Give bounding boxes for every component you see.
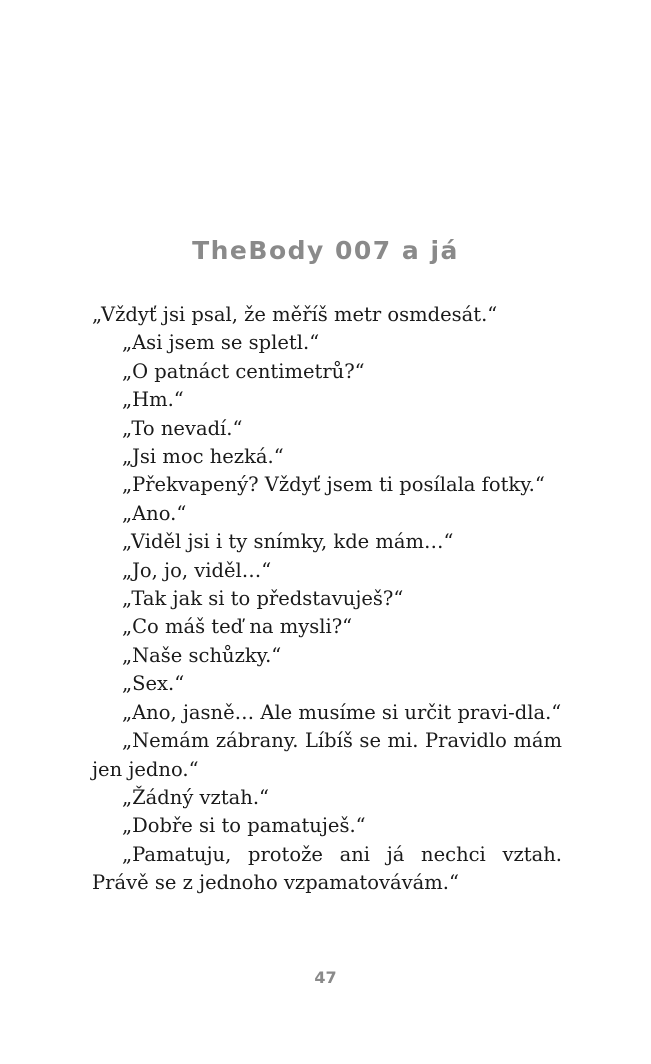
paragraph: „Naše schůzky.“: [122, 643, 282, 667]
paragraph: „Hm.“: [122, 388, 184, 412]
paragraph: „Ano, jasně… Ale musíme si určit pravi-dla.“: [122, 700, 562, 724]
page-number: 47: [314, 968, 337, 987]
paragraph: „Dobře si to pamatuješ.“: [122, 814, 366, 838]
paragraph: „To nevadí.“: [122, 416, 243, 440]
paragraph: „Asi jsem se spletl.“: [122, 331, 320, 355]
paragraph: „Žádný vztah.“: [122, 785, 270, 809]
paragraph: „Ano.“: [122, 501, 187, 525]
paragraph: „Pamatuju, protože ani já nechci vztah. Právě se z jednoho vzpamatovávám.“: [92, 842, 562, 895]
paragraph: „Vždyť jsi psal, že měříš metr osmdesát.“: [92, 303, 498, 326]
paragraph: „Jo, jo, viděl…“: [122, 558, 272, 582]
paragraph: „Viděl jsi i ty snímky, kde mám…“: [122, 530, 454, 554]
paragraph: „Nemám zábrany. Líbíš se mi. Pravidlo mám jen jedno.“: [92, 729, 562, 781]
body-text: [92, 301, 562, 898]
paragraph: „Co máš teď na mysli?“: [122, 615, 353, 639]
paragraph: „Tak jak si to představuješ?“: [122, 587, 404, 611]
paragraph: „Jsi moc hezká.“: [122, 445, 284, 469]
paragraph: „Sex.“: [122, 672, 185, 696]
paragraph: „Překvapený? Vždyť jsem ti posílala fotky.“: [122, 473, 545, 497]
chapter-title: TheBody 007 a já: [192, 236, 459, 265]
paragraph: „O patnáct centimetrů?“: [122, 359, 365, 383]
